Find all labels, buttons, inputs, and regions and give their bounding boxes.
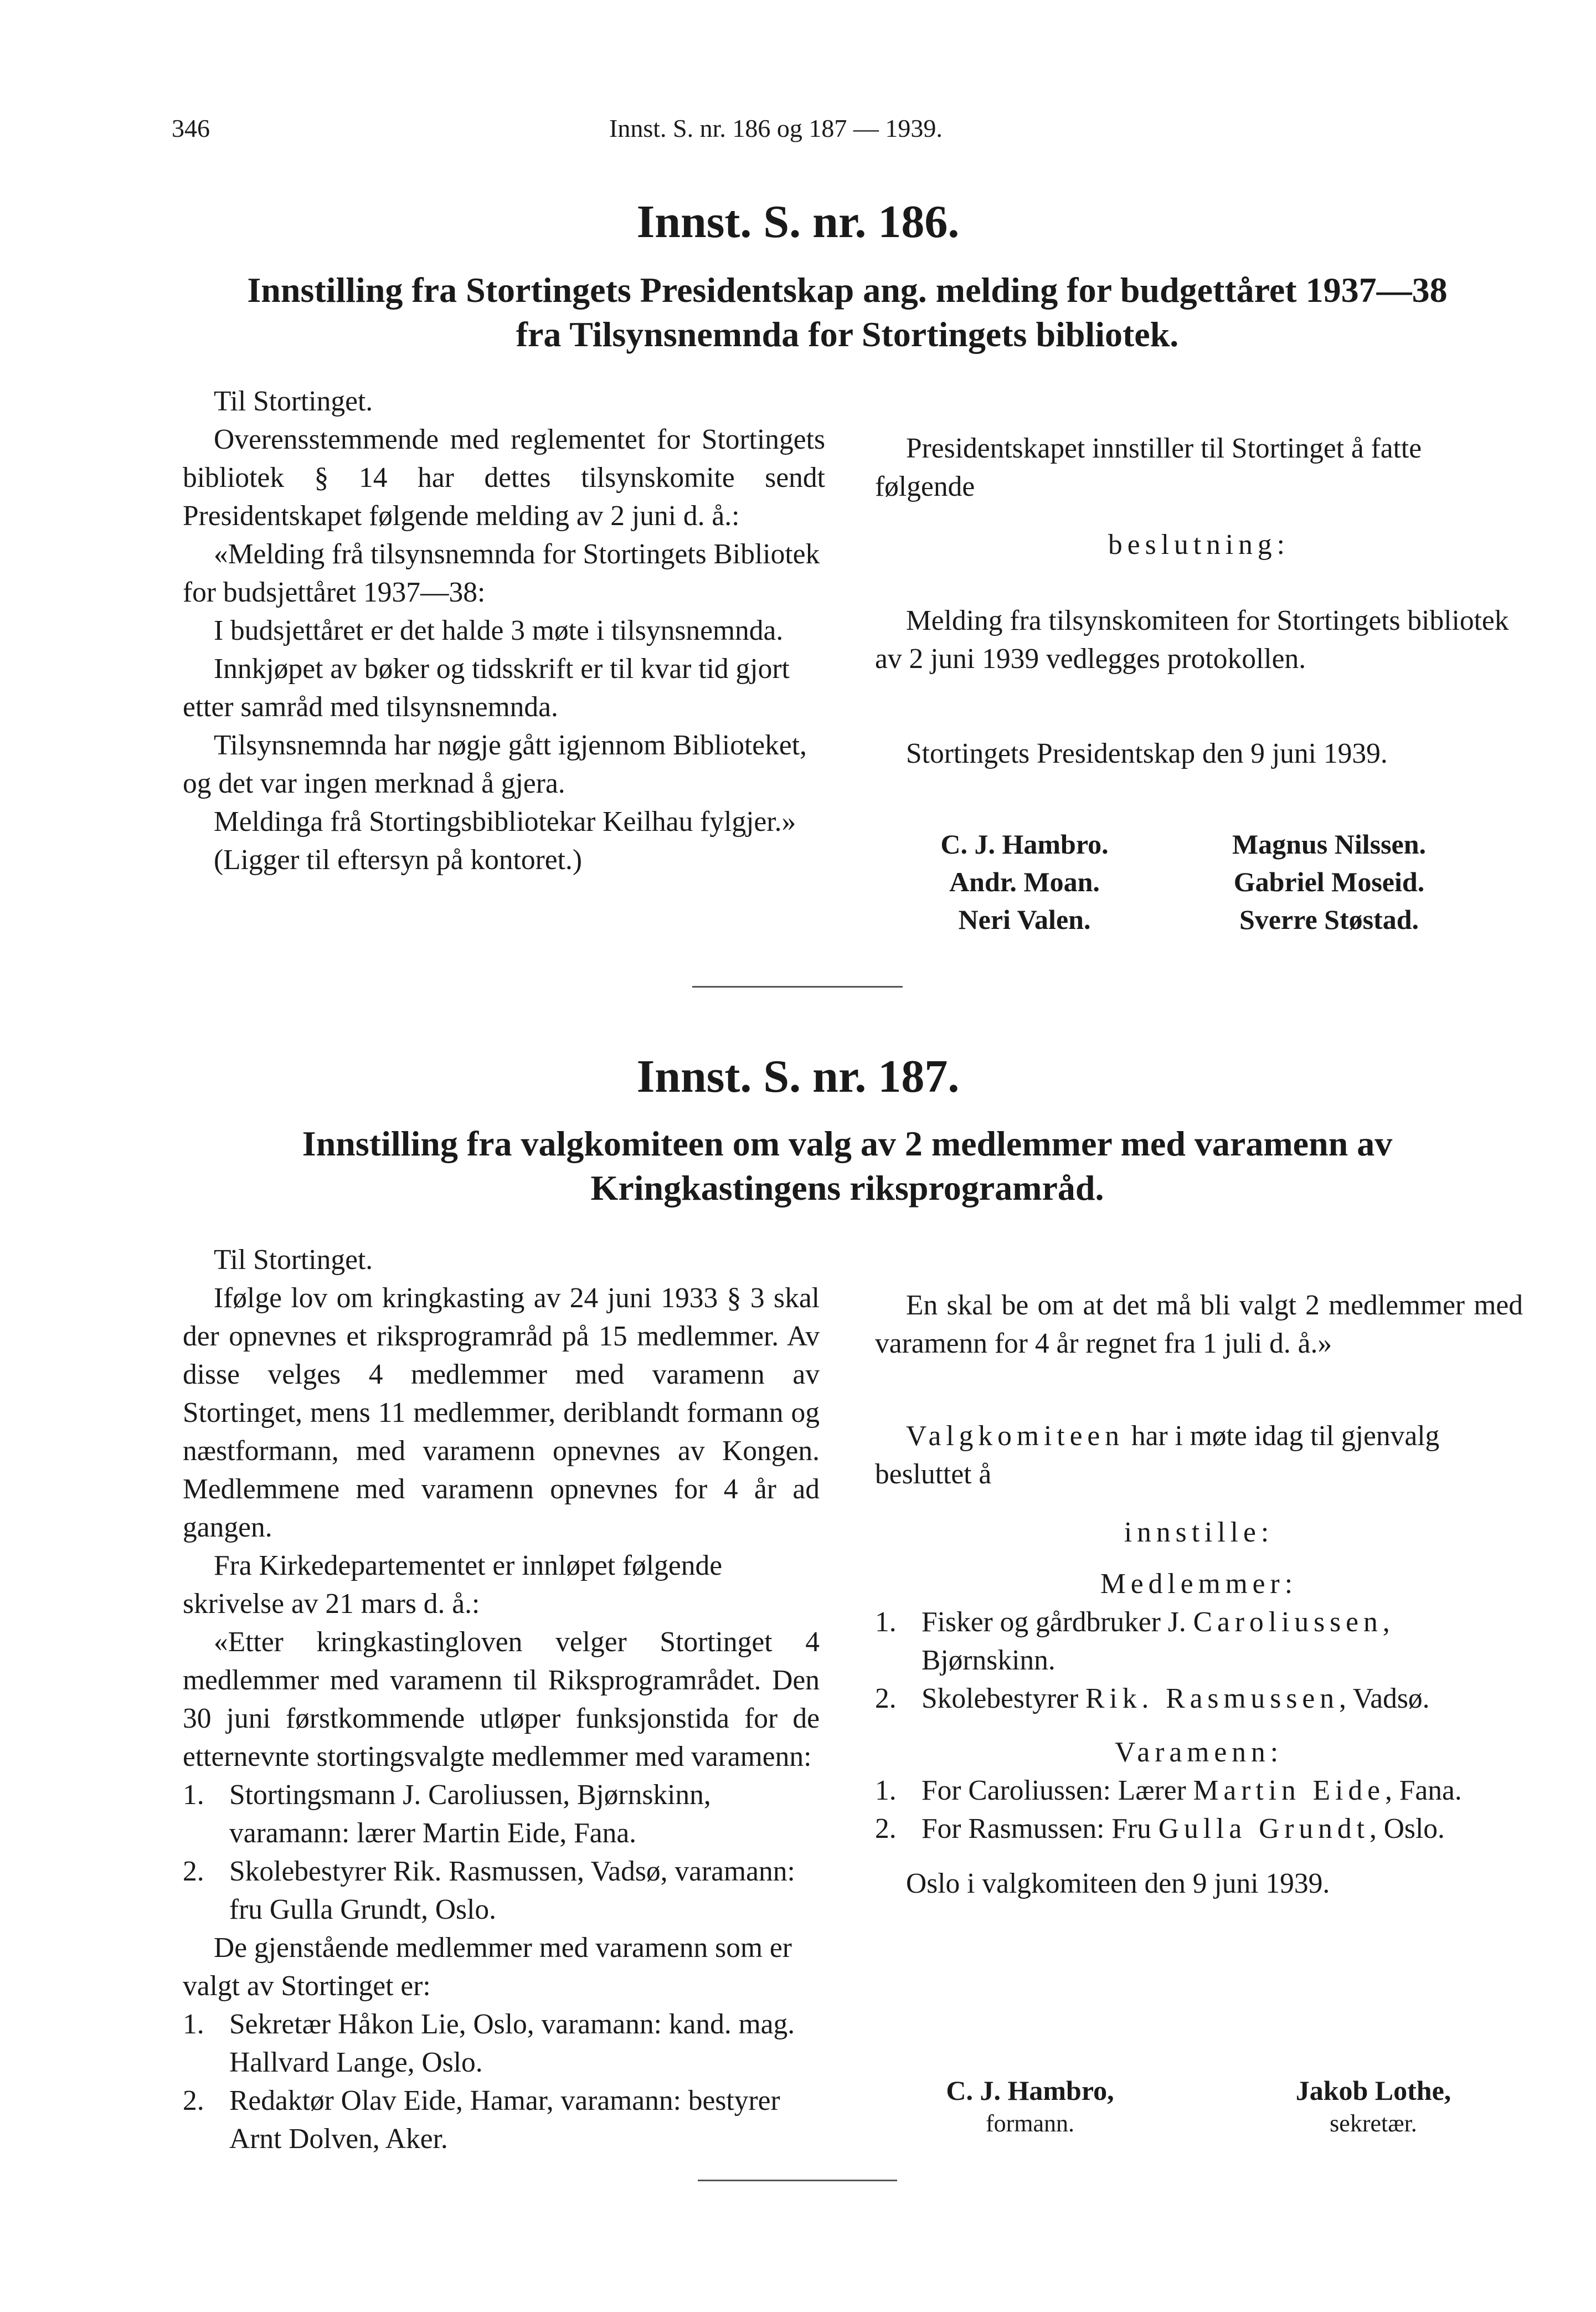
salutation: Til Stortinget. — [214, 386, 373, 417]
signature: Sverre Støstad. — [1239, 904, 1419, 935]
signature-role: formann. — [985, 2110, 1075, 2137]
innst-186-left-column — [183, 382, 825, 879]
list-text: , Fana. — [1385, 1775, 1462, 1806]
signature: Gabriel Moseid. — [1233, 866, 1425, 897]
list-text: Skolebestyrer Rik. Rasmussen, Vadsø, varamann: fru Gulla Grundt, Oslo. — [229, 1856, 795, 1925]
list-item — [875, 1603, 1523, 1679]
list-text: , Vadsø. — [1338, 1683, 1430, 1714]
paragraph: Innkjøpet av bøker og tidsskrift er til kvar tid gjort etter samråd med tilsynsnemnda. — [183, 653, 790, 723]
list-text: , Bjørnskinn. — [921, 1606, 1390, 1676]
list-item — [875, 1679, 1523, 1718]
signatures-right — [1191, 825, 1468, 938]
signature-block-left — [897, 2072, 1163, 2138]
innst-187-subtitle-line2: Kringkastingens riksprogramråd. — [590, 1168, 1104, 1208]
list-number: 1. — [875, 1775, 897, 1806]
list-number: 2. — [875, 1813, 897, 1845]
list-text: , Oslo. — [1369, 1813, 1445, 1845]
innstille-heading: innstille: — [1124, 1517, 1274, 1548]
innst-187-subtitle — [166, 1122, 1528, 1210]
signatures-left — [908, 825, 1141, 938]
page-number: 346 — [172, 114, 210, 142]
section-divider — [698, 2180, 897, 2181]
list-text: Sekretær Håkon Lie, Oslo, varamann: kand. mag. Hallvard Lange, Oslo. — [229, 2008, 795, 2078]
list-text: Redaktør Olav Eide, Hamar, varamann: bestyrer Arnt Dolven, Aker. — [229, 2085, 780, 2155]
list-number: 2. — [183, 1856, 204, 1887]
innst-186-subtitle-line1: Innstilling fra Stortingets Presidentskap ang. melding for budgettåret 1937—38 — [247, 270, 1448, 310]
list-number: 1. — [875, 1606, 897, 1638]
list-item — [183, 1852, 820, 1929]
list-number: 2. — [875, 1683, 897, 1714]
innst-187-subtitle-line1: Innstilling fra valgkomiteen om valg av 2 medlemmer med varamenn av — [302, 1124, 1393, 1163]
running-title: Innst. S. nr. 186 og 187 — 1939. — [609, 114, 943, 142]
list-text: Fisker og gårdbruker J. — [921, 1606, 1193, 1638]
list-item — [183, 2005, 820, 2082]
paragraph: Fra Kirkedepartementet er innløpet følgende skrivelse av 21 mars d. å.: — [183, 1550, 723, 1620]
person-name: Gulla Grundt — [1158, 1813, 1370, 1845]
paragraph: De gjenstående medlemmer med varamenn som er valgt av Stortinget er: — [183, 1932, 792, 2002]
paragraph: Presidentskapet innstiller til Stortinget å fatte følgende — [875, 433, 1422, 502]
paragraph: En skal be om at det må bli valgt 2 medlemmer med varamenn for 4 år regnet fra 1 juli d. å.» — [875, 1289, 1523, 1359]
innst-187-title: Innst. S. nr. 187. — [636, 1051, 960, 1102]
list-number: 2. — [183, 2085, 204, 2116]
place-date: Stortingets Presidentskap den 9 juni 1939. — [906, 738, 1388, 769]
innst-187-right-column — [875, 1286, 1523, 1903]
paragraph: «Etter kringkastingloven velger Stortinget 4 medlemmer med varamenn til Riksprogramrådet. Den 30 juni førstkommende utløper funksjonstida for de etternevnte stortingsvalgte medlemmer med varamenn: — [183, 1626, 820, 1772]
list-number: 1. — [183, 2008, 204, 2040]
committee-name: Valgkomiteen — [906, 1420, 1125, 1452]
paragraph: I budsjettåret er det halde 3 møte i tilsynsnemnda. — [214, 615, 784, 646]
signature: C. J. Hambro, — [946, 2075, 1114, 2106]
person-name: Caroliussen — [1193, 1606, 1383, 1638]
signature-role: sekretær. — [1330, 2110, 1417, 2137]
list-item — [183, 1776, 820, 1852]
signature: Andr. Moan. — [949, 866, 1100, 897]
paragraph: Overensstemmende med reglementet for Stortingets bibliotek § 14 har dettes tilsynskomite sendt Presidentskapet følgende melding av 2 juni d. å.: — [183, 424, 825, 532]
list-item — [875, 1771, 1523, 1810]
paragraph: (Ligger til eftersyn på kontoret.) — [214, 844, 582, 876]
resolution-text: Melding fra tilsynskomiteen for Stortingets bibliotek av 2 juni 1939 vedlegges protokollen. — [875, 605, 1509, 675]
members-heading: Medlemmer: — [1100, 1568, 1298, 1600]
paragraph-rest: har i møte idag til gjenvalg besluttet å — [875, 1420, 1440, 1490]
list-item — [183, 2082, 820, 2158]
innst-186-right-column — [875, 429, 1523, 773]
innst-187-left-column — [183, 1241, 820, 2158]
paragraph: Meldinga frå Stortingsbibliotekar Keilhau fylgjer.» — [214, 806, 796, 838]
list-text: For Caroliussen: Lærer — [921, 1775, 1193, 1806]
list-text: Stortingsmann J. Caroliussen, Bjørnskinn, varamann: lærer Martin Eide, Fana. — [229, 1779, 711, 1849]
signature: Magnus Nilssen. — [1232, 829, 1427, 860]
person-name: Rik. Rasmussen — [1085, 1683, 1339, 1714]
deputies-heading: Varamenn: — [1114, 1736, 1284, 1768]
resolution-heading: beslutning: — [1108, 529, 1290, 561]
salutation: Til Stortinget. — [214, 1244, 373, 1276]
paragraph: «Melding frå tilsynsnemnda for Stortingets Bibliotek for budsjettåret 1937—38: — [183, 538, 820, 608]
paragraph — [875, 1417, 1523, 1493]
signature: Neri Valen. — [958, 904, 1091, 935]
innst-186-title: Innst. S. nr. 186. — [636, 196, 960, 248]
list-text: Skolebestyrer — [921, 1683, 1086, 1714]
person-name: Martin Eide — [1193, 1775, 1386, 1806]
list-item — [875, 1810, 1523, 1848]
paragraph: Tilsynsnemnda har nøgje gått igjennom Biblioteket, og det var ingen merknad å gjera. — [183, 729, 807, 799]
innst-186-subtitle — [166, 268, 1528, 357]
signature-block-right — [1240, 2072, 1506, 2138]
list-text: For Rasmussen: Fru — [921, 1813, 1159, 1845]
signature: C. J. Hambro. — [940, 829, 1109, 860]
list-number: 1. — [183, 1779, 204, 1811]
innst-186-subtitle-line2: fra Tilsynsnemnda for Stortingets bibliotek. — [516, 315, 1179, 354]
signature: Jakob Lothe, — [1295, 2075, 1451, 2106]
paragraph: Ifølge lov om kringkasting av 24 juni 1933 § 3 skal der opnevnes et riksprogramråd på 15 medlemmer. Av disse velges 4 medlemmer med varamenn av Stortinget, mens 11 medlemmer, deriblandt formann og næstformann, med varamenn opnevnes av Kongen. Medlemmene med varamenn opnevnes for 4 år ad gangen. — [183, 1282, 820, 1543]
section-divider — [692, 986, 903, 988]
place-date: Oslo i valgkomiteen den 9 juni 1939. — [906, 1868, 1330, 1899]
